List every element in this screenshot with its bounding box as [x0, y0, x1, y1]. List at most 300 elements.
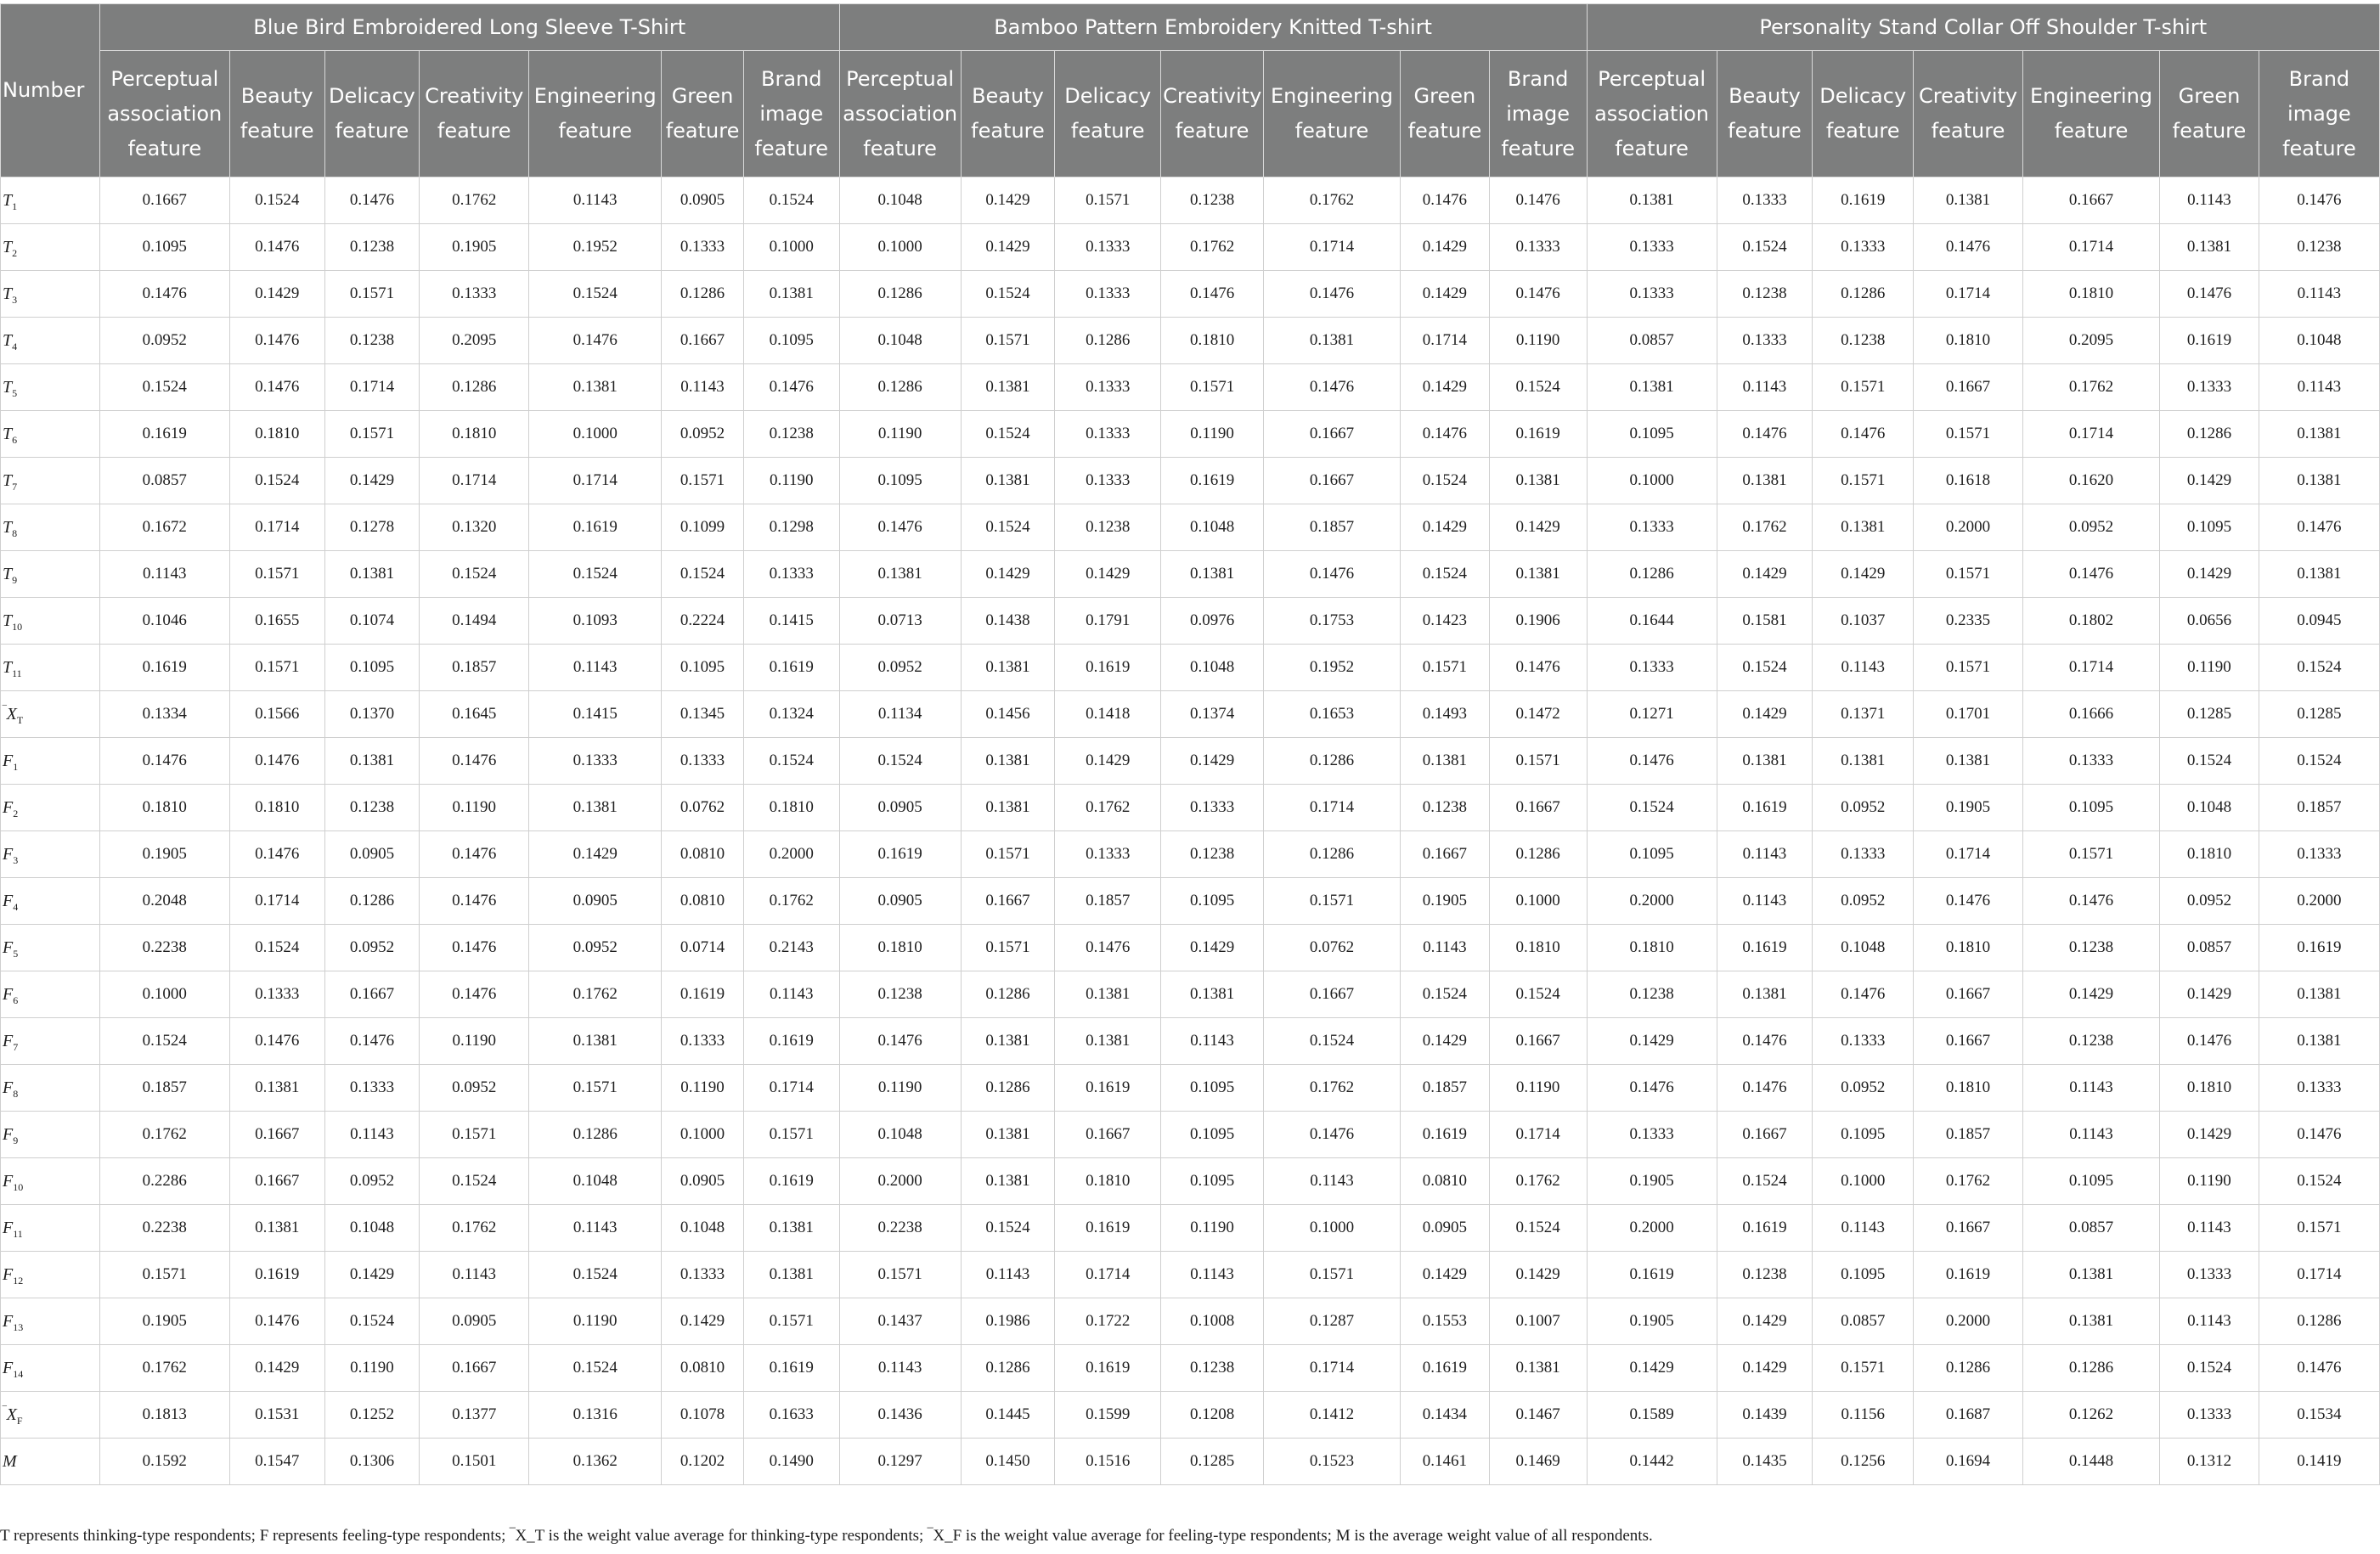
weight-value-cell: 0.1476 [1055, 925, 1161, 971]
row-label-subscript: T [16, 713, 24, 726]
weight-value-cell: 0.1524 [743, 738, 839, 785]
weight-value-cell: 0.1381 [2022, 1252, 2159, 1298]
weight-value-cell: 0.1381 [961, 738, 1055, 785]
weight-value-cell: 0.1547 [229, 1439, 324, 1485]
product-header-stand-collar: Personality Stand Collar Off Shoulder T-shirt [1587, 4, 2379, 51]
table-row [1, 1298, 2380, 1345]
weight-value-cell: 0.1238 [324, 224, 420, 271]
weight-value-cell: 0.1381 [1055, 1018, 1161, 1065]
weight-value-cell: 0.1381 [229, 1205, 324, 1252]
row-label-letter: T [3, 190, 13, 210]
weight-value-cell: 0.1524 [839, 738, 961, 785]
feature-header: Engineering feature [529, 51, 662, 177]
weight-value-cell: 0.1571 [324, 271, 420, 318]
weight-value-cell: 0.1381 [1489, 458, 1587, 504]
row-label-subscript: 4 [13, 900, 19, 913]
weight-value-cell: 0.1524 [529, 1345, 662, 1392]
weight-value-cell: 0.1810 [420, 411, 529, 458]
weight-value-cell: 0.1571 [1813, 1345, 1914, 1392]
weight-value-cell: 0.2335 [1914, 598, 2023, 645]
weight-value-cell: 0.1333 [1587, 645, 1717, 691]
weight-value-cell: 0.1445 [961, 1392, 1055, 1439]
weight-value-cell: 0.1714 [2022, 645, 2159, 691]
weight-value-cell: 0.1714 [1263, 224, 1400, 271]
row-label-subscript: 8 [12, 526, 18, 539]
weight-value-cell: 0.1333 [2160, 1392, 2259, 1439]
weight-value-cell: 0.1467 [1489, 1392, 1587, 1439]
weight-value-cell: 0.1381 [324, 551, 420, 598]
weight-value-cell: 0.1377 [420, 1392, 529, 1439]
weight-value-cell: 0.1095 [99, 224, 229, 271]
weight-value-cell: 0.1476 [324, 177, 420, 224]
weight-value-cell: 0.0762 [1263, 925, 1400, 971]
weight-value-cell: 0.1857 [1263, 504, 1400, 551]
weight-value-cell: 0.1381 [961, 458, 1055, 504]
weight-value-cell: 0.1476 [420, 738, 529, 785]
weight-value-cell: 0.1476 [1813, 971, 1914, 1018]
weight-value-cell: 0.1476 [1813, 411, 1914, 458]
weight-value-cell: 0.1714 [2022, 224, 2159, 271]
weight-value-cell: 0.1524 [2259, 645, 2379, 691]
weight-value-cell: 0.1000 [99, 971, 229, 1018]
weight-value-cell: 0.1619 [743, 1018, 839, 1065]
weight-value-cell: 0.1571 [1914, 411, 2023, 458]
feature-header: Brand image feature [743, 51, 839, 177]
weight-value-cell: 0.1476 [1401, 411, 1490, 458]
weight-value-cell: 0.1238 [1161, 1345, 1264, 1392]
weight-value-cell: 0.1381 [2022, 1298, 2159, 1345]
weight-value-cell: 0.1619 [2160, 318, 2259, 364]
weight-value-cell: 0.1667 [1055, 1112, 1161, 1158]
weight-value-cell: 0.1667 [1914, 1018, 2023, 1065]
weight-value-cell: 0.1095 [1587, 831, 1717, 878]
weight-value-cell: 0.1381 [743, 1252, 839, 1298]
weight-value-cell: 0.2000 [2259, 878, 2379, 925]
weight-value-cell: 0.1810 [2022, 271, 2159, 318]
weight-value-cell: 0.1143 [529, 177, 662, 224]
weight-value-cell: 0.1143 [1717, 364, 1813, 411]
weight-value-cell: 0.1381 [229, 1065, 324, 1112]
weight-value-cell: 0.1476 [2259, 504, 2379, 551]
row-label-subscript: 10 [13, 1180, 24, 1193]
weight-value-cell: 0.1524 [1489, 364, 1587, 411]
weight-value-cell: 0.1571 [1813, 364, 1914, 411]
weight-value-cell: 0.1810 [1587, 925, 1717, 971]
weight-value-cell: 0.1667 [2022, 177, 2159, 224]
weight-value-cell: 0.1333 [1587, 1112, 1717, 1158]
weight-value-cell: 0.1619 [1055, 1205, 1161, 1252]
weight-value-cell: 0.1285 [2259, 691, 2379, 738]
weight-value-cell: 0.1905 [99, 831, 229, 878]
weight-value-cell: 0.1906 [1489, 598, 1587, 645]
weight-value-cell: 0.1476 [229, 318, 324, 364]
weight-value-cell: 0.1381 [529, 1018, 662, 1065]
weight-value-cell: 0.1190 [1161, 411, 1264, 458]
weight-value-cell: 0.1667 [229, 1158, 324, 1205]
row-label [1, 271, 100, 318]
weight-value-cell: 0.1333 [2259, 1065, 2379, 1112]
weight-value-cell: 0.1524 [1401, 458, 1490, 504]
weight-value-cell: 0.1429 [961, 551, 1055, 598]
row-label [1, 1252, 100, 1298]
row-label [1, 1298, 100, 1345]
weight-value-cell: 0.1813 [99, 1392, 229, 1439]
weight-value-cell: 0.1986 [961, 1298, 1055, 1345]
weight-value-cell: 0.1143 [1161, 1252, 1264, 1298]
weight-value-cell: 0.2143 [743, 925, 839, 971]
weight-value-cell: 0.1667 [1263, 411, 1400, 458]
weight-value-cell: 0.1619 [743, 1345, 839, 1392]
weight-value-cell: 0.1619 [662, 971, 744, 1018]
weight-value-cell: 0.1143 [662, 364, 744, 411]
weight-value-cell: 0.1287 [1263, 1298, 1400, 1345]
weight-value-cell: 0.1524 [420, 551, 529, 598]
weight-value-cell: 0.1476 [2259, 1112, 2379, 1158]
weight-value-cell: 0.1714 [2022, 411, 2159, 458]
row-label-letter: F [3, 751, 14, 770]
weight-value-cell: 0.1619 [1813, 177, 1914, 224]
weight-value-cell: 0.1619 [1717, 1205, 1813, 1252]
weight-value-cell: 0.1190 [839, 1065, 961, 1112]
weight-value-cell: 0.1381 [1914, 738, 2023, 785]
weight-value-cell: 0.1667 [420, 1345, 529, 1392]
weight-value-cell: 0.1667 [1914, 1205, 2023, 1252]
feature-header: Perceptual association feature [99, 51, 229, 177]
weight-value-cell: 0.1571 [961, 925, 1055, 971]
weight-value-cell: 0.1298 [743, 504, 839, 551]
row-label-letter: T [3, 611, 13, 630]
weight-value-cell: 0.1048 [529, 1158, 662, 1205]
weight-value-cell: 0.1286 [961, 971, 1055, 1018]
row-label-letter: F [3, 1124, 14, 1144]
weight-value-cell: 0.1476 [1717, 1018, 1813, 1065]
feature-header: Beauty feature [961, 51, 1055, 177]
weight-value-cell: 0.1672 [99, 504, 229, 551]
weight-value-cell: 0.1037 [1813, 598, 1914, 645]
weight-value-cell: 0.1619 [1161, 458, 1264, 504]
weight-value-cell: 0.1714 [1055, 1252, 1161, 1298]
row-label-letter: T [3, 517, 13, 537]
weight-value-cell: 0.1423 [1401, 598, 1490, 645]
weight-value-cell: 0.1476 [1489, 645, 1587, 691]
weight-value-cell: 0.1476 [420, 925, 529, 971]
weight-value-cell: 0.0952 [2022, 504, 2159, 551]
weight-value-cell: 0.1143 [743, 971, 839, 1018]
weight-value-cell: 0.1238 [1717, 1252, 1813, 1298]
weight-value-cell: 0.1381 [2259, 458, 2379, 504]
weight-value-cell: 0.0762 [662, 785, 744, 831]
row-label-subscript: 13 [13, 1320, 24, 1333]
weight-value-cell: 0.1810 [839, 925, 961, 971]
weight-value-cell: 0.1429 [2160, 971, 2259, 1018]
weight-value-cell: 0.1494 [420, 598, 529, 645]
row-label-letter: F [3, 1358, 14, 1377]
weight-value-cell: 0.1667 [324, 971, 420, 1018]
table-body [1, 177, 2380, 1485]
weight-value-cell: 0.1476 [1914, 878, 2023, 925]
weight-value-cell: 0.1286 [1587, 551, 1717, 598]
row-label-letter: T [3, 237, 13, 256]
row-label-subscript: 5 [13, 947, 19, 960]
weight-value-cell: 0.1571 [1055, 177, 1161, 224]
weight-value-cell: 0.1476 [1263, 271, 1400, 318]
weight-value-cell: 0.1810 [1914, 925, 2023, 971]
weight-value-cell: 0.1476 [420, 831, 529, 878]
row-label-letter: F [3, 1218, 14, 1237]
weight-value-cell: 0.1694 [1914, 1439, 2023, 1485]
weight-value-cell: 0.1381 [1717, 458, 1813, 504]
weight-value-cell: 0.1619 [1055, 1345, 1161, 1392]
weight-value-cell: 0.1095 [1161, 1112, 1264, 1158]
weight-value-cell: 0.1429 [961, 224, 1055, 271]
weight-value-cell: 0.1418 [1055, 691, 1161, 738]
row-label-letter: T [3, 330, 13, 350]
weight-value-cell: 0.1571 [1489, 738, 1587, 785]
weight-value-cell: 0.1493 [1401, 691, 1490, 738]
weight-value-cell: 0.1619 [1717, 785, 1813, 831]
weight-value-cell: 0.1476 [2022, 551, 2159, 598]
weight-value-cell: 0.1429 [1401, 504, 1490, 551]
weight-value-cell: 0.1534 [2259, 1392, 2379, 1439]
row-label-subscript: 12 [13, 1274, 24, 1287]
weight-value-cell: 0.1524 [1717, 224, 1813, 271]
weight-value-cell: 0.1571 [1401, 645, 1490, 691]
weight-value-cell: 0.1619 [529, 504, 662, 551]
weight-value-cell: 0.1048 [839, 318, 961, 364]
weight-value-cell: 0.1286 [529, 1112, 662, 1158]
weight-value-cell: 0.1306 [324, 1439, 420, 1485]
weight-value-cell: 0.1667 [1489, 1018, 1587, 1065]
weight-value-cell: 0.1476 [529, 318, 662, 364]
weight-value-cell: 0.1619 [1401, 1345, 1490, 1392]
weight-value-cell: 0.0952 [1813, 878, 1914, 925]
feature-header-row [1, 51, 2380, 177]
weight-value-cell: 0.1592 [99, 1439, 229, 1485]
weight-value-cell: 0.1476 [1489, 271, 1587, 318]
weight-value-cell: 0.1762 [420, 1205, 529, 1252]
weight-value-cell: 0.1238 [2259, 224, 2379, 271]
weight-value-cell: 0.1524 [961, 411, 1055, 458]
weight-value-cell: 0.1143 [99, 551, 229, 598]
weight-value-cell: 0.1810 [229, 785, 324, 831]
weight-value-cell: 0.2286 [99, 1158, 229, 1205]
weight-value-cell: 0.1429 [324, 458, 420, 504]
row-label [1, 458, 100, 504]
weight-value-cell: 0.1286 [324, 878, 420, 925]
weight-value-cell: 0.2095 [2022, 318, 2159, 364]
table-row [1, 364, 2380, 411]
weight-value-cell: 0.1476 [229, 1298, 324, 1345]
row-label [1, 1345, 100, 1392]
weight-value-cell: 0.1381 [1813, 738, 1914, 785]
weight-value-cell: 0.1524 [2160, 738, 2259, 785]
weight-value-cell: 0.1524 [529, 551, 662, 598]
weight-value-cell: 0.1238 [1401, 785, 1490, 831]
weight-value-cell: 0.1667 [1263, 458, 1400, 504]
weight-value-cell: 0.1095 [1161, 1065, 1264, 1112]
row-label [1, 785, 100, 831]
weight-value-cell: 0.1143 [1717, 878, 1813, 925]
weight-value-cell: 0.1381 [324, 738, 420, 785]
weight-value-cell: 0.1143 [1813, 645, 1914, 691]
weight-value-cell: 0.1381 [743, 271, 839, 318]
row-label-letter: M [3, 1451, 17, 1471]
weight-value-cell: 0.1316 [529, 1392, 662, 1439]
weight-value-cell: 0.1415 [743, 598, 839, 645]
weight-value-cell: 0.1476 [324, 1018, 420, 1065]
weight-value-cell: 0.1190 [743, 458, 839, 504]
weight-value-cell: 0.1286 [1813, 271, 1914, 318]
weight-value-cell: 0.0857 [99, 458, 229, 504]
weight-value-cell: 0.1048 [1813, 925, 1914, 971]
table-row [1, 785, 2380, 831]
weight-value-cell: 0.1190 [2160, 1158, 2259, 1205]
weight-value-cell: 0.1619 [99, 411, 229, 458]
weight-value-cell: 0.1190 [839, 411, 961, 458]
row-label-letter: X [6, 1405, 17, 1424]
weight-value-cell: 0.1333 [662, 224, 744, 271]
weight-value-cell: 0.1143 [2160, 177, 2259, 224]
weight-value-cell: 0.1190 [662, 1065, 744, 1112]
weight-value-cell: 0.1653 [1263, 691, 1400, 738]
weight-value-cell: 0.1095 [1161, 1158, 1264, 1205]
weight-value-cell: 0.0905 [529, 878, 662, 925]
weight-value-cell: 0.1143 [2022, 1065, 2159, 1112]
weight-value-cell: 0.2238 [99, 1205, 229, 1252]
footnote-text: T represents thinking-type respondents; F represents feeling-type respondents; ‾X_T is the weight value average for thinking-type respondents; ‾X_F is the weight value average for feeling-type respondents; M is the average weight value of all respondents. [0, 1527, 1653, 1545]
weight-value-cell: 0.1442 [1587, 1439, 1717, 1485]
weight-value-cell: 0.1762 [1263, 1065, 1400, 1112]
table-row [1, 458, 2380, 504]
weight-value-cell: 0.1762 [1263, 177, 1400, 224]
row-label [1, 1392, 100, 1439]
weight-value-cell: 0.1143 [2259, 271, 2379, 318]
weight-value-cell: 0.1095 [839, 458, 961, 504]
table-row [1, 1252, 2380, 1298]
weight-value-cell: 0.1905 [420, 224, 529, 271]
weight-value-cell: 0.1524 [99, 364, 229, 411]
weight-value-cell: 0.1333 [324, 1065, 420, 1112]
weight-value-cell: 0.1238 [1161, 177, 1264, 224]
weight-value-cell: 0.1753 [1263, 598, 1400, 645]
weight-value-cell: 0.1381 [1587, 177, 1717, 224]
weight-value-cell: 0.1714 [529, 458, 662, 504]
feature-header: Creativity feature [1914, 51, 2023, 177]
weight-value-cell: 0.1286 [961, 1065, 1055, 1112]
weight-value-cell: 0.1701 [1914, 691, 2023, 738]
weight-value-cell: 0.1714 [1914, 271, 2023, 318]
weight-value-cell: 0.1095 [2022, 785, 2159, 831]
weight-value-cell: 0.1048 [1161, 504, 1264, 551]
weight-value-cell: 0.1571 [961, 318, 1055, 364]
weight-value-cell: 0.2000 [743, 831, 839, 878]
row-label-subscript: 1 [12, 200, 18, 212]
weight-value-cell: 0.1007 [1489, 1298, 1587, 1345]
weight-value-cell: 0.1046 [99, 598, 229, 645]
row-label-letter: X [6, 704, 17, 724]
weight-value-cell: 0.1333 [1489, 224, 1587, 271]
weight-value-cell: 0.1285 [2160, 691, 2259, 738]
weight-value-cell: 0.1476 [229, 1018, 324, 1065]
weight-value-cell: 0.1143 [2022, 1112, 2159, 1158]
weight-value-cell: 0.0952 [839, 645, 961, 691]
weight-value-cell: 0.1286 [420, 364, 529, 411]
weight-value-cell: 0.1571 [99, 1252, 229, 1298]
weight-value-cell: 0.1143 [2160, 1205, 2259, 1252]
table-row [1, 598, 2380, 645]
weight-value-cell: 0.1571 [743, 1112, 839, 1158]
weight-value-cell: 0.1714 [229, 504, 324, 551]
weight-value-cell: 0.1285 [1161, 1439, 1264, 1485]
row-label-subscript: 10 [12, 620, 23, 633]
weight-value-cell: 0.1143 [2259, 364, 2379, 411]
weight-value-cell: 0.1571 [529, 1065, 662, 1112]
feature-header: Engineering feature [2022, 51, 2159, 177]
weight-value-cell: 0.2000 [1914, 1298, 2023, 1345]
weight-value-cell: 0.1523 [1263, 1439, 1400, 1485]
weight-value-cell: 0.1905 [1587, 1158, 1717, 1205]
weight-value-cell: 0.1476 [229, 224, 324, 271]
weight-value-cell: 0.1619 [1717, 925, 1813, 971]
weight-value-cell: 0.1810 [1055, 1158, 1161, 1205]
weight-value-cell: 0.2238 [99, 925, 229, 971]
row-label-subscript: 7 [12, 480, 18, 493]
weight-value-cell: 0.1619 [839, 831, 961, 878]
weight-value-cell: 0.1381 [2259, 551, 2379, 598]
weight-value-cell: 0.1571 [2022, 831, 2159, 878]
weight-value-cell: 0.1524 [961, 504, 1055, 551]
table-row [1, 1158, 2380, 1205]
weight-value-cell: 0.1286 [1489, 831, 1587, 878]
weight-value-cell: 0.1501 [420, 1439, 529, 1485]
weight-value-cell: 0.1143 [961, 1252, 1055, 1298]
row-label-letter: F [3, 1171, 14, 1191]
weight-value-cell: 0.1095 [2160, 504, 2259, 551]
weight-value-cell: 0.1645 [420, 691, 529, 738]
weight-value-cell: 0.0952 [324, 1158, 420, 1205]
weight-value-cell: 0.1333 [1587, 271, 1717, 318]
weight-value-cell: 0.1762 [1055, 785, 1161, 831]
table-row [1, 318, 2380, 364]
weight-value-cell: 0.1952 [1263, 645, 1400, 691]
row-label-subscript: 11 [12, 667, 22, 679]
weight-value-cell: 0.1190 [324, 1345, 420, 1392]
weight-value-cell: 0.1571 [229, 551, 324, 598]
weight-value-cell: 0.1571 [961, 831, 1055, 878]
weight-value-cell: 0.1381 [961, 364, 1055, 411]
weight-value-cell: 0.1429 [1489, 1252, 1587, 1298]
weight-value-cell: 0.1667 [1914, 971, 2023, 1018]
weight-value-cell: 0.1238 [324, 318, 420, 364]
weight-value-cell: 0.1476 [420, 878, 529, 925]
weight-value-cell: 0.1857 [2259, 785, 2379, 831]
weight-value-cell: 0.1078 [662, 1392, 744, 1439]
weight-value-cell: 0.1524 [1717, 1158, 1813, 1205]
weight-value-cell: 0.1143 [324, 1112, 420, 1158]
weight-value-cell: 0.1370 [324, 691, 420, 738]
weight-value-cell: 0.1714 [229, 878, 324, 925]
weight-value-cell: 0.1714 [420, 458, 529, 504]
weight-value-cell: 0.1619 [1055, 1065, 1161, 1112]
weight-value-cell: 0.1810 [229, 411, 324, 458]
weight-value-cell: 0.1333 [1813, 1018, 1914, 1065]
row-label [1, 691, 100, 738]
weight-value-cell: 0.1619 [743, 1158, 839, 1205]
weight-value-cell: 0.1381 [1161, 971, 1264, 1018]
weight-value-cell: 0.1362 [529, 1439, 662, 1485]
weight-value-cell: 0.0810 [662, 878, 744, 925]
weight-value-cell: 0.1429 [1055, 738, 1161, 785]
